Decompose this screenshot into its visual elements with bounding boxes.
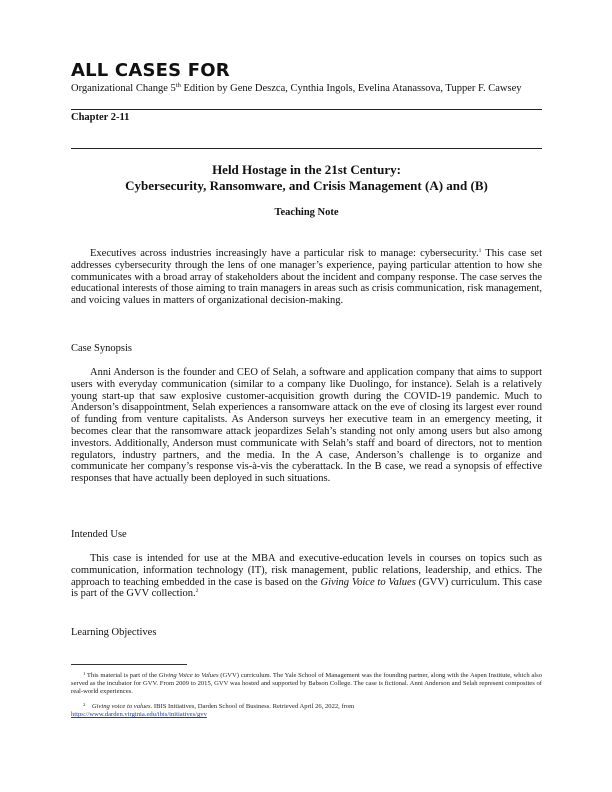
subtitle-prefix: Organizational Change 5 xyxy=(71,83,176,94)
intended-use-paragraph xyxy=(71,553,542,600)
footnote-rule xyxy=(71,664,187,665)
intro-paragraph xyxy=(71,248,542,307)
learning-objectives-heading: Learning Objectives xyxy=(71,627,157,638)
footnote-2-link[interactable]: https://www.darden.virginia.edu/ibis/initiatives/gvv xyxy=(71,711,207,719)
intended-use-text-1: This case is intended for use at the MBA and executive-education levels in courses on topics such as communication, information technology (IT), risk management, public relations, leadership, and ethics. The approach to teaching embedded in the case is based on the xyxy=(71,553,542,588)
footnote-2-number: 2 xyxy=(83,702,86,707)
gvv-italic: Giving Voice to Values xyxy=(320,576,416,588)
doc-title-line2: Cybersecurity, Ransomware, and Crisis Management (A) and (B) xyxy=(125,178,488,193)
book-subtitle xyxy=(71,83,541,95)
chapter-label: Chapter 2-11 xyxy=(71,112,130,123)
footnote-ref-1[interactable]: 1 xyxy=(478,248,482,254)
header-rule xyxy=(71,109,542,110)
footnote-1-text-b: (GVV) curriculum. The Yale School of Management was the founding partner, along with the Aspen Institute, which also served as the incubator for GVV. From 2009 to 2015, GVV was hosted and supported by Babson College. The case is fictional. Anni Anderson and Selah represent composites of real-world experiences. xyxy=(71,672,542,696)
synopsis-text: Anni Anderson is the founder and CEO of Selah, a software and application company that aims to support users with everyday communication (similar to a company like Duolingo, for instance). Selah is a relatively young start-up that saw explosive customer-acquisition growth during the COVID-19 pandemic. Much to Anderson’s disappointment, Selah experiences a ransomware attack on the eve of closing its largest ever round of funding from venture capitalists. As Anderson surveys her executive team in an emergency meeting, it becomes clear that the ransomware attack jeopardizes Selah’s standing not only among users but also among investors. Additionally, Anderson must communicate with Selah’s staff and board of directors, not to mention regulators, industry partners, and the media. In the A case, Anderson’s challenge is to organize and communicate her company’s response vis-à-vis the cyberattack. In the B case, we read a synopsis of effective responses that have actually been deployed in such situations. xyxy=(71,367,542,485)
intro-text: Executives across industries increasingly have a particular risk to manage: cybersecurity. xyxy=(90,248,479,259)
teaching-note-label: Teaching Note xyxy=(274,207,339,218)
footnote-1-number: 1 xyxy=(83,671,86,676)
case-synopsis-heading: Case Synopsis xyxy=(71,343,132,354)
footnote-ref-2[interactable]: 2 xyxy=(195,588,199,595)
footnote-1 xyxy=(71,672,542,697)
synopsis-paragraph xyxy=(71,367,542,485)
footnote-1-italic: Giving Voice to Values xyxy=(158,672,219,679)
chapter-rule xyxy=(71,148,542,149)
footnote-2-italic: Giving voice to values. xyxy=(91,703,153,710)
intended-use-text-2: (GVV) curriculum. This case is part of the GVV collection. xyxy=(71,576,542,600)
subtitle-sup: th xyxy=(175,82,181,89)
footnote-2 xyxy=(71,703,542,719)
footnote-2-text: IBIS Initiatives, Darden School of Business. Retrieved April 26, 2022, from xyxy=(152,703,355,710)
intro-text-2: This case set addresses cybersecurity through the lens of one manager’s experience, paying particular attention to how she communicates with a broad array of stakeholders about the incident and company response. The case serves the educational interests of those aiming to train managers in areas such as crisis communication, risk management, and voicing values in matters of organizational decision-making. xyxy=(71,248,542,307)
brand-title: ALL CASES FOR xyxy=(71,60,230,81)
footnote-1-text-a: This material is part of the xyxy=(85,672,159,679)
intended-use-heading: Intended Use xyxy=(71,529,127,540)
doc-title-line1: Held Hostage in the 21st Century: xyxy=(212,162,401,177)
subtitle-suffix: Edition by Gene Deszca, Cynthia Ingols, Evelina Atanassova, Tupper F. Cawsey xyxy=(180,83,522,94)
